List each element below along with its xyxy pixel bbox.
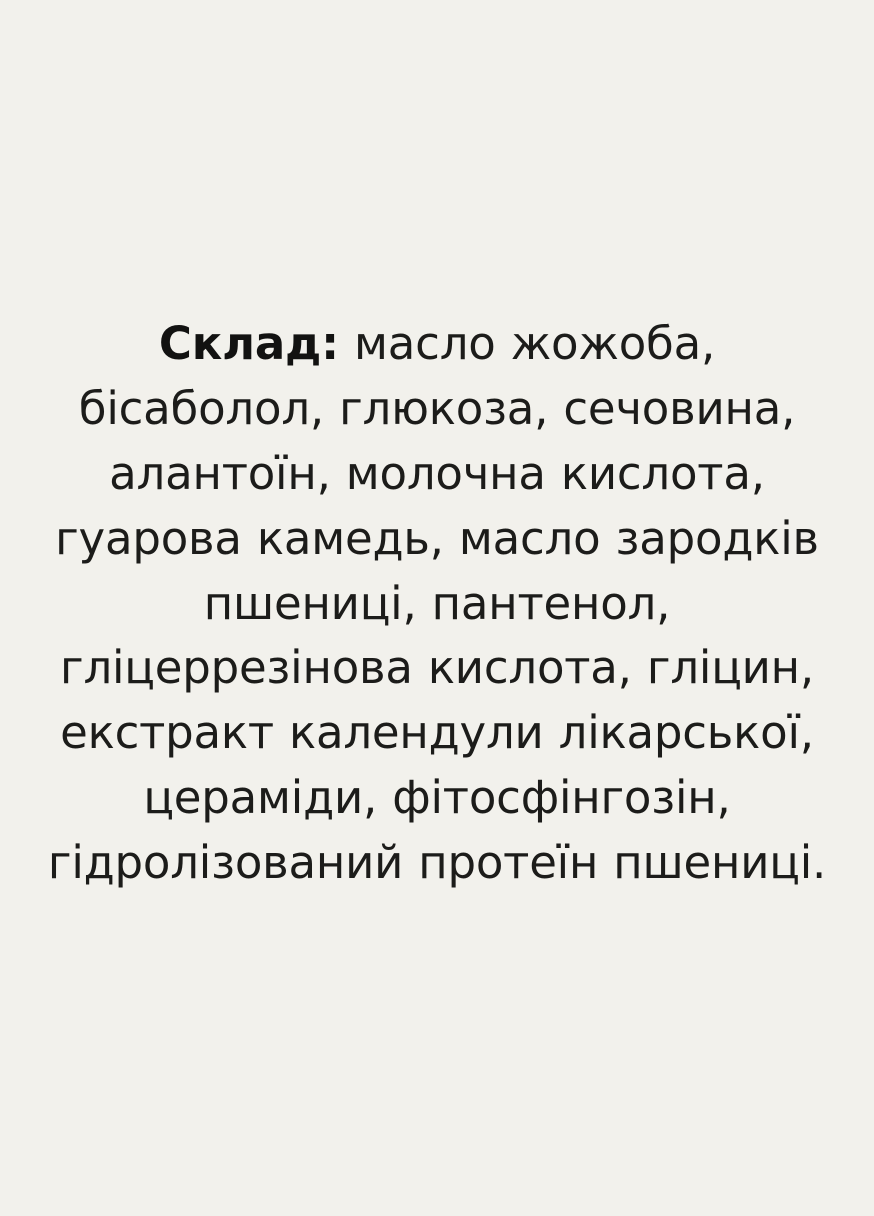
ingredients-block bbox=[22, 267, 852, 940]
ingredients-paragraph bbox=[42, 312, 832, 895]
ingredients-text: масло жожоба, бісаболол, глюкоза, сечовина, алантоїн, молочна кислота, гуарова камедь, масло зародків пшениці, пантенол, гліцеррезінова кислота, гліцин, екстракт календули лікарської, цераміди, фітосфінгозін, гідролізований протеїн пшениці. bbox=[47, 317, 827, 889]
ingredients-heading: Склад: bbox=[158, 317, 339, 371]
